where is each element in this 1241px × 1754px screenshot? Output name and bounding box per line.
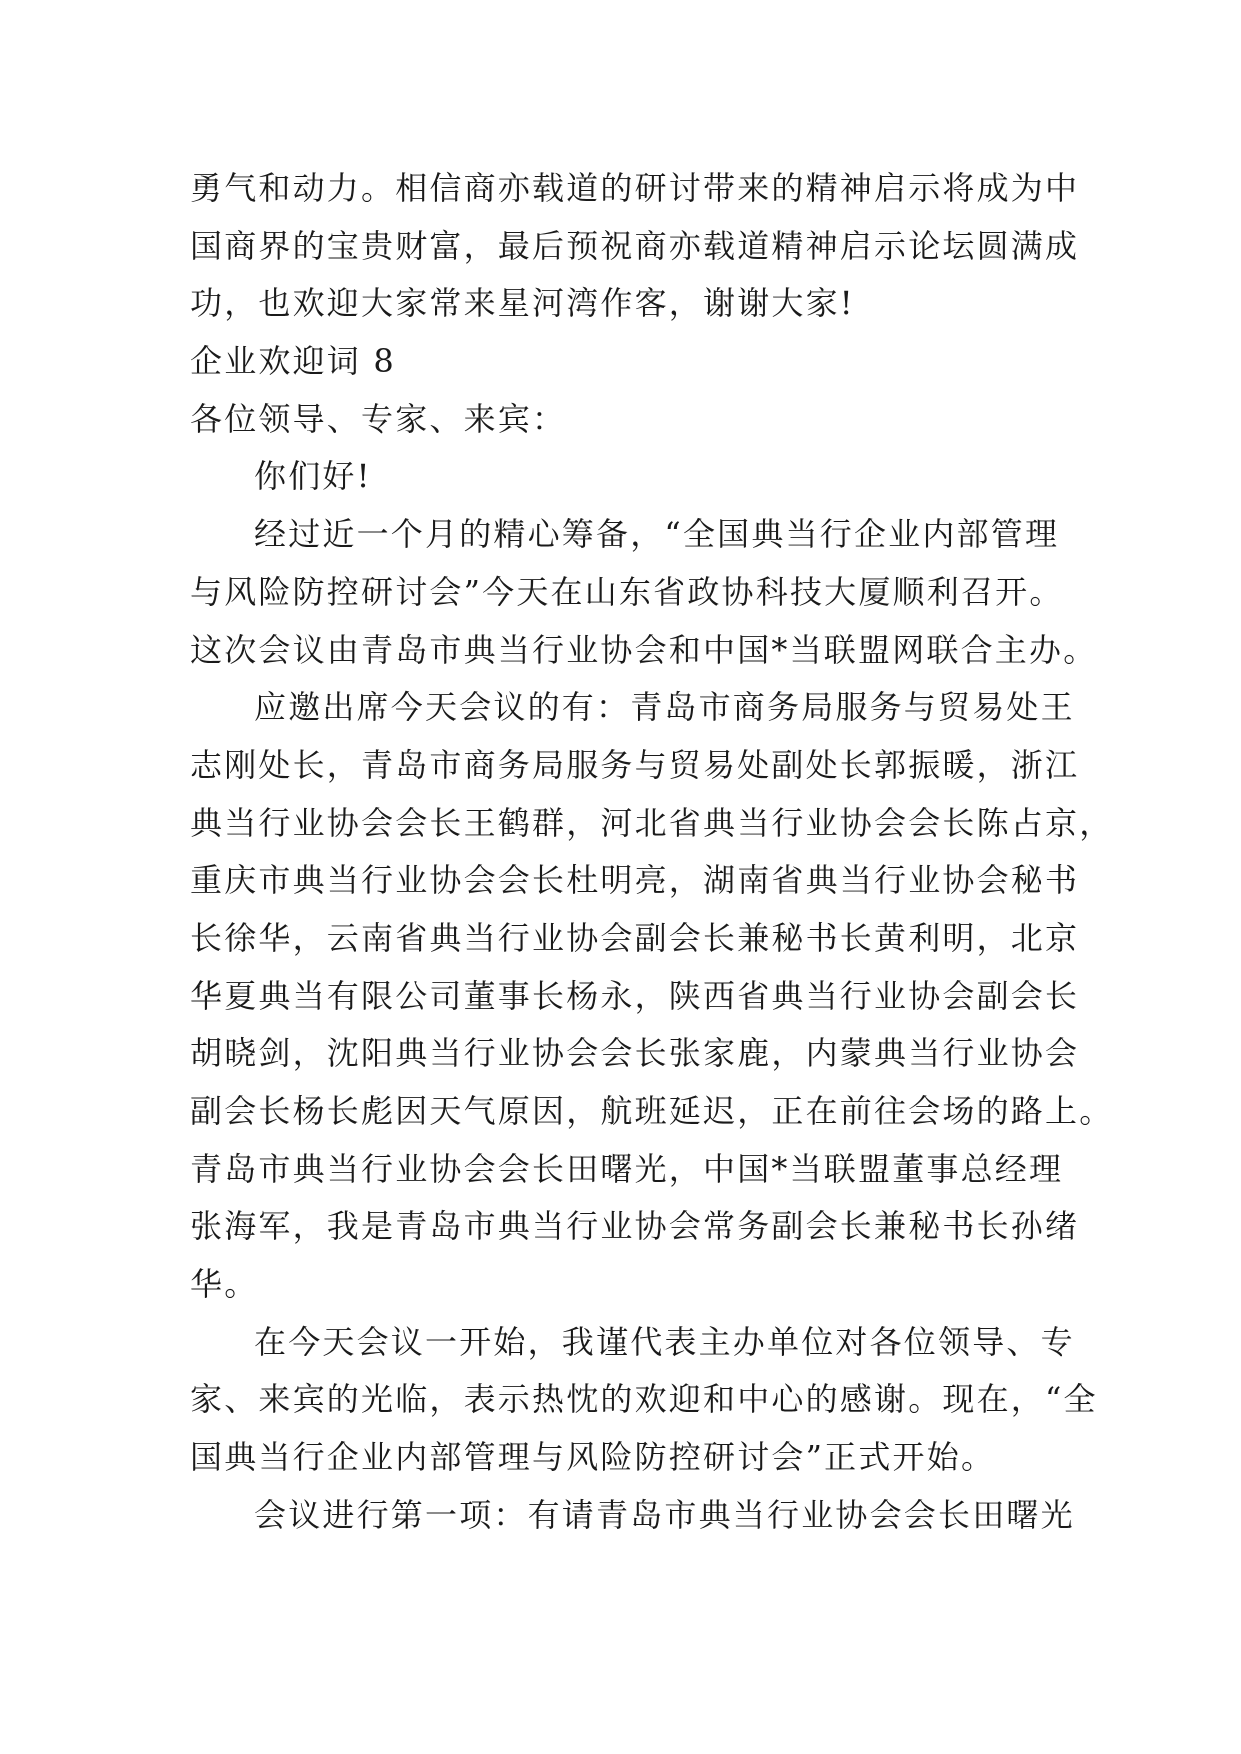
text-line: 青岛市典当行业协会会长田曙光，中国*当联盟董事总经理 <box>190 1149 1064 1188</box>
text-line: 志刚处长，青岛市商务局服务与贸易处副处长郭振暖，浙江 <box>190 745 1080 784</box>
text-line: 你们好! <box>254 457 372 496</box>
text-line: 副会长杨长彪因天气原因，航班延迟，正在前往会场的路上。 <box>190 1092 1114 1130</box>
text-line: 华。 <box>190 1265 259 1304</box>
text-line: 应邀出席今天会议的有：青岛市商务局服务与贸易处王 <box>254 688 1075 727</box>
text-line: 胡晓剑，沈阳典当行业协会会长张家鹿，内蒙典当行业协会 <box>190 1034 1080 1073</box>
text-line: 会议进行第一项：有请青岛市典当行业协会会长田曙光 <box>254 1495 1075 1534</box>
text-line: 勇气和动力。相信商亦载道的研讨带来的精神启示将成为中 <box>190 169 1080 207</box>
text-line: 重庆市典当行业协会会长杜明亮，湖南省典当行业协会秘书 <box>190 861 1080 900</box>
text-line: 企业欢迎词 8 <box>190 342 396 381</box>
text-line: 家、来宾的光临，表示热忱的欢迎和中心的感谢。现在，“全 <box>190 1380 1098 1419</box>
text-line: 国商界的宝贵财富，最后预祝商亦载道精神启示论坛圆满成 <box>190 226 1080 265</box>
text-line: 与风险防控研讨会”今天在山东省政协科技大厦顺利召开。 <box>190 572 1064 611</box>
text-line: 国典当行企业内部管理与风险防控研讨会”正式开始。 <box>190 1438 996 1477</box>
document-body <box>190 160 1114 1545</box>
text-line: 各位领导、专家、来宾： <box>190 399 567 438</box>
text-line: 长徐华，云南省典当行业协会副会长兼秘书长黄利明，北京 <box>190 918 1080 957</box>
text-line: 张海军，我是青岛市典当行业协会常务副会长兼秘书长孙绪 <box>190 1207 1080 1246</box>
text-line: 在今天会议一开始，我谨代表主办单位对各位领导、专 <box>254 1322 1075 1361</box>
text-line: 这次会议由青岛市典当行业协会和中国*当联盟网联合主办。 <box>190 630 1098 669</box>
text-line: 经过近一个月的精心筹备，“全国典当行企业内部管理 <box>254 515 1060 554</box>
text-line: 华夏典当有限公司董事长杨永，陕西省典当行业协会副会长 <box>190 976 1080 1015</box>
text-line: 典当行业协会会长王鹤群，河北省典当行业协会会长陈占京， <box>190 803 1114 842</box>
text-line: 功，也欢迎大家常来星河湾作客，谢谢大家! <box>190 284 855 323</box>
